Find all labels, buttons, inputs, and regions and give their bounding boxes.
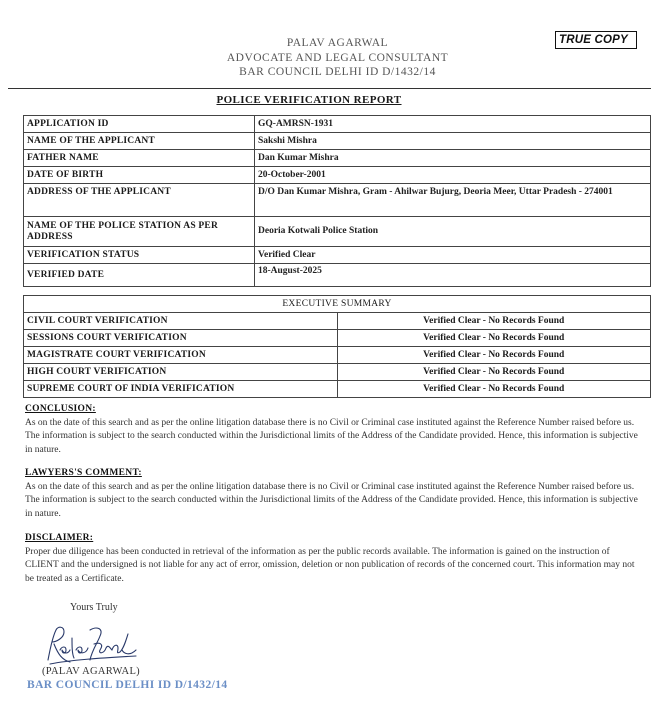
- table-row: [24, 264, 651, 287]
- signatory-name: (PALAV AGARWAL): [42, 666, 140, 677]
- table-row: [24, 116, 651, 133]
- handwritten-signature: [40, 620, 140, 666]
- report-title: POLICE VERIFICATION REPORT: [216, 94, 402, 106]
- detail-value: Sakshi Mishra: [255, 133, 651, 150]
- executive-summary-table: [23, 295, 651, 398]
- table-row: [24, 381, 651, 398]
- conclusion-section: [25, 403, 645, 457]
- summary-label: SUPREME COURT OF INDIA VERIFICATION: [24, 381, 338, 398]
- table-row: [24, 167, 651, 184]
- conclusion-text: As on the date of this search and as per the online litigation database there is no Civil or Criminal case instituted against the Reference Number raised before us. The information is subject to the search conducted within the Jurisdictional limits of the Address of the Candidate provided. Hence, this information is subjective in nature.: [25, 417, 638, 455]
- signatory-council-id: BAR COUNCIL DELHI ID D/1432/14: [27, 679, 228, 691]
- detail-value: 18-August-2025: [255, 264, 651, 287]
- detail-label: DATE OF BIRTH: [24, 167, 255, 184]
- advocate-role: ADVOCATE AND LEGAL CONSULTANT: [226, 51, 449, 64]
- detail-value: Dan Kumar Mishra: [255, 150, 651, 167]
- advocate-council-id: BAR COUNCIL DELHI ID D/1432/14: [239, 66, 436, 78]
- summary-value: Verified Clear - No Records Found: [337, 381, 651, 398]
- summary-heading: EXECUTIVE SUMMARY: [24, 296, 651, 313]
- table-row: [24, 330, 651, 347]
- summary-value: Verified Clear - No Records Found: [337, 364, 651, 381]
- detail-label: APPLICATION ID: [24, 116, 255, 133]
- table-row: [24, 347, 651, 364]
- table-row: [24, 247, 651, 264]
- applicant-details-table: [23, 115, 651, 287]
- true-copy-stamp: TRUE COPY: [555, 31, 637, 49]
- detail-value: Verified Clear: [255, 247, 651, 264]
- detail-value: 20-October-2001: [255, 167, 651, 184]
- summary-value: Verified Clear - No Records Found: [337, 347, 651, 364]
- disclaimer-text: Proper due diligence has been conducted in retrieval of the information as per the public records available. The information is gained on the instruction of CLIENT and the undersigned is not liable for any act of error, omission, deletion or non publication of records of the concerned court. This information may not be treated as a Certificate.: [25, 546, 635, 584]
- lawyers-comment-heading: LAWYERS'S COMMENT:: [25, 468, 142, 478]
- conclusion-heading: CONCLUSION:: [25, 404, 96, 414]
- letterhead: [0, 36, 667, 80]
- detail-value: D/O Dan Kumar Mishra, Gram - Ahilwar Bujurg, Deoria Meer, Uttar Pradesh - 274001: [255, 184, 651, 217]
- table-row: [24, 133, 651, 150]
- lawyers-comment-section: [25, 467, 645, 521]
- lawyers-comment-text: As on the date of this search and as per the online litigation database there is no Civil or Criminal case instituted against the Reference Number raised before us. The information is subject to the search conducted within the Jurisdictional limits of the Address of the Candidate provided. Hence, this information is subjective in nature.: [25, 481, 638, 519]
- table-row: [24, 184, 651, 217]
- header-divider: [8, 88, 651, 89]
- detail-label: NAME OF THE POLICE STATION AS PER ADDRESS: [24, 217, 255, 247]
- disclaimer-heading: DISCLAIMER:: [25, 533, 94, 543]
- summary-label: HIGH COURT VERIFICATION: [24, 364, 338, 381]
- table-row: [24, 217, 651, 247]
- detail-value: Deoria Kotwali Police Station: [255, 217, 651, 247]
- detail-label: VERIFICATION STATUS: [24, 247, 255, 264]
- summary-value: Verified Clear - No Records Found: [337, 313, 651, 330]
- detail-label: ADDRESS OF THE APPLICANT: [24, 184, 255, 217]
- table-row: [24, 150, 651, 167]
- disclaimer-section: [25, 532, 645, 586]
- detail-label: VERIFIED DATE: [24, 264, 255, 287]
- detail-value: GQ-AMRSN-1931: [255, 116, 651, 133]
- advocate-name: PALAV AGARWAL: [286, 37, 389, 49]
- detail-label: NAME OF THE APPLICANT: [24, 133, 255, 150]
- table-row: [24, 296, 651, 313]
- summary-label: SESSIONS COURT VERIFICATION: [24, 330, 338, 347]
- detail-label: FATHER NAME: [24, 150, 255, 167]
- summary-value: Verified Clear - No Records Found: [337, 330, 651, 347]
- summary-label: CIVIL COURT VERIFICATION: [24, 313, 338, 330]
- summary-label: MAGISTRATE COURT VERIFICATION: [24, 347, 338, 364]
- table-row: [24, 313, 651, 330]
- table-row: [24, 364, 651, 381]
- closing-salutation: Yours Truly: [70, 602, 118, 613]
